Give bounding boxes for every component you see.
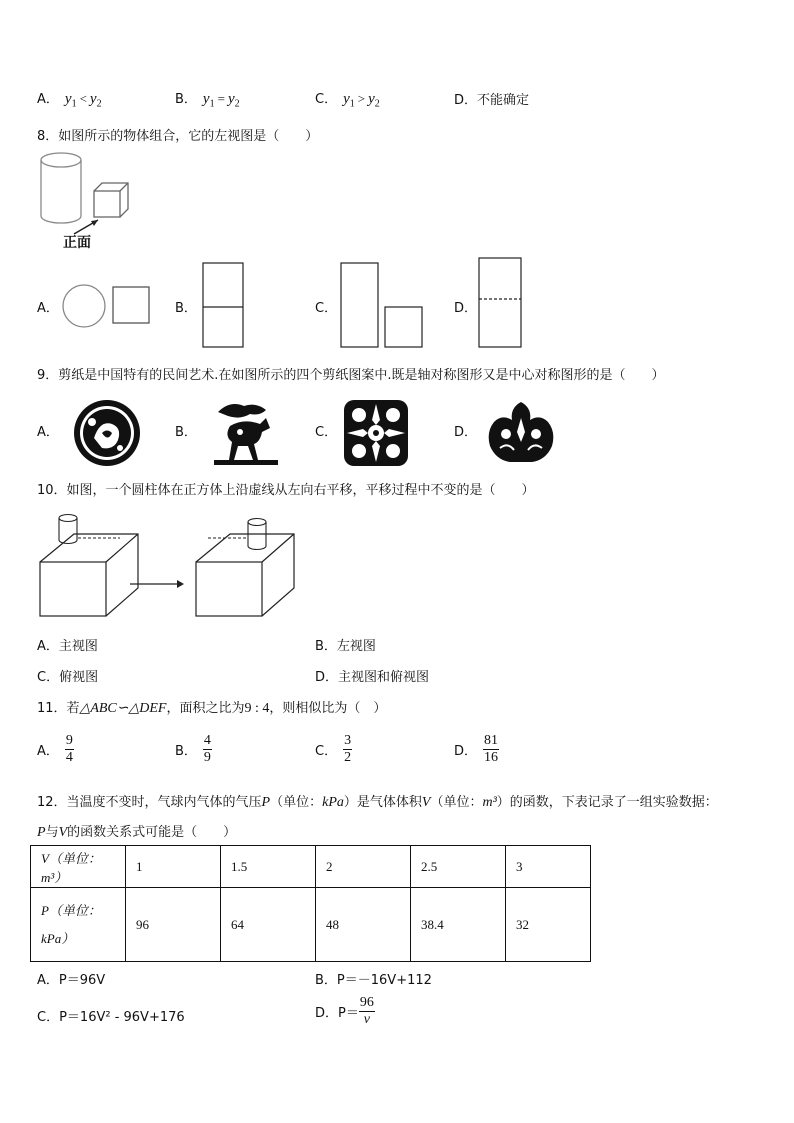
q12-stem-line1: 12．当温度不变时，气球内气体的气压P（单位：kPa）是气体体积V（单位：m³）的函数，下表记录了一组实验数据： [37,795,718,810]
table-cell: 64 [221,888,316,962]
q7-option-b[interactable]: B． $y_1 = y_2$ [175,91,240,110]
table-cell: 1.5 [221,846,316,888]
q11-option-d[interactable]: D． $\frac{81}{16}$ [454,733,499,765]
table-cell: 2 [316,846,411,888]
front-label: 正面 [63,235,91,251]
q10-option-c[interactable]: C．俯视图 [37,670,99,685]
q12-option-c[interactable]: C．P＝16V² - 96V+176 [37,1010,185,1025]
q9-option-b-papercut [210,398,282,468]
q8-option-c-figure [340,262,424,348]
q8-option-a-figure [62,284,152,328]
q9-option-c[interactable]: C． [315,425,338,440]
data-table [30,845,591,962]
q11-option-c[interactable]: C． $\frac{3}{2}$ [315,733,352,765]
table-cell: 48 [316,888,411,962]
q9-stem: 9．剪纸是中国特有的民间艺术.在如图所示的四个剪纸图案中.既是轴对称图形又是中心对称图形的是（ ） [37,368,665,383]
q9-option-b[interactable]: B． [175,425,197,440]
q10-option-a[interactable]: A．主视图 [37,639,98,654]
table-cell: 32 [506,888,591,962]
q10-stem: 10．如图，一个圆柱体在正方体上沿虚线从左向右平移，平移过程中不变的是（ ） [37,483,535,498]
q9-option-d[interactable]: D． [454,425,478,440]
table-row [31,846,591,888]
table-header-p: P（单位： kPa） [31,888,126,962]
q12-option-d[interactable]: D．P＝ $\frac{96}{v}$ [315,995,374,1027]
q11-option-a[interactable]: A． $\frac{9}{4}$ [37,733,73,765]
q9-option-d-papercut [482,398,560,468]
q11-option-b[interactable]: B． $\frac{4}{9}$ [175,733,211,765]
q7-option-a[interactable]: A． $y_1 < y_2$ [37,91,102,110]
q8-option-b-figure [202,262,244,348]
q9-option-c-papercut [342,398,410,468]
table-cell: 2.5 [411,846,506,888]
q9-option-a-papercut [72,398,142,468]
q8-stem: 8．如图所示的物体组合，它的左视图是（ ） [37,129,319,144]
table-cell: 3 [506,846,591,888]
q8-option-a[interactable]: A． [37,301,59,316]
q7-option-c[interactable]: C． $y_1 > y_2$ [315,91,380,110]
table-row [31,888,591,962]
q12-stem-line2: P与V的函数关系式可能是（ ） [37,825,237,840]
q7-option-d[interactable]: D．不能确定 [454,93,530,108]
q11-stem: 11．若△ABC∽△DEF，面积之比为9 : 4，则相似比为（ ） [37,701,387,716]
q10-figure [38,510,288,620]
table-cell: 38.4 [411,888,506,962]
table-header-v: V（单位：m³） [31,846,126,888]
q8-option-c[interactable]: C． [315,301,338,316]
q10-option-b[interactable]: B．左视图 [315,639,376,654]
q10-option-d[interactable]: D．主视图和俯视图 [315,670,430,685]
q8-option-b[interactable]: B． [175,301,197,316]
q12-option-a[interactable]: A．P＝96V [37,973,106,988]
q8-option-d[interactable]: D． [454,301,478,316]
q12-option-b[interactable]: B．P＝－16V+112 [315,973,432,988]
q9-option-a[interactable]: A． [37,425,59,440]
q8-figure [36,148,146,252]
table-cell: 96 [126,888,221,962]
q8-option-d-figure [478,257,522,349]
table-cell: 1 [126,846,221,888]
